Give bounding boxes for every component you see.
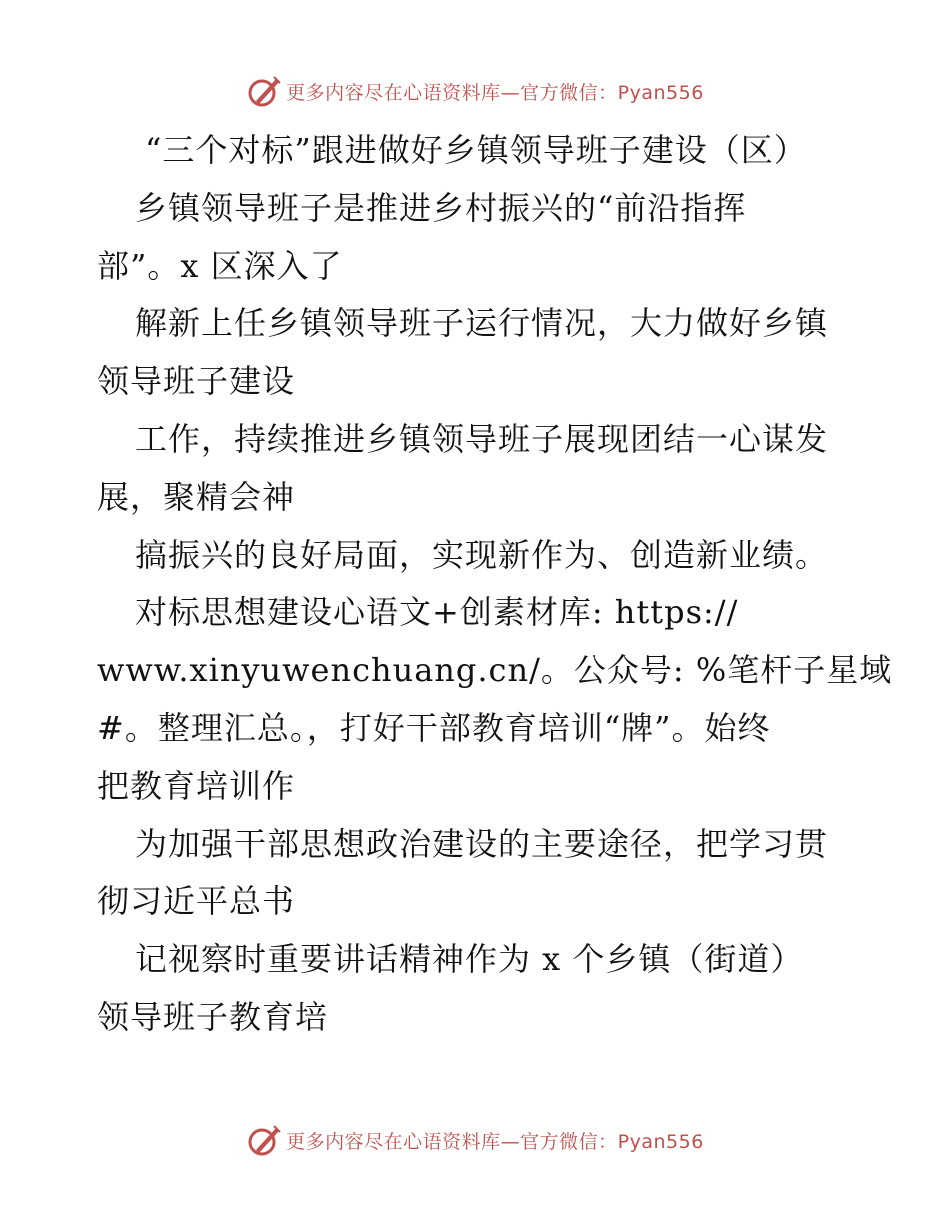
footer-watermark — [0, 1120, 950, 1160]
document-title: “三个对标”跟进做好乡镇领导班子建设（区） — [145, 131, 807, 169]
paragraph-line: 工作，持续推进乡镇领导班子展现团结一心谋发 — [135, 419, 829, 458]
footer-watermark-text: 更多内容尽在心语资料库—官方微信：Pyan556 — [286, 1130, 704, 1153]
paragraph-line: 对标思想建设心语文+创素材库: https:// — [135, 593, 739, 632]
paragraph-line: 为加强干部思想政治建设的主要途径，把学习贯 — [135, 824, 829, 863]
paragraph-line: www.xinyuwenchuang.cn/。公众号: %笔杆子星域 — [97, 651, 893, 690]
header-watermark — [0, 71, 950, 111]
pen-logo-icon — [246, 73, 282, 109]
paragraph-line: 部”。x 区深入了 — [97, 246, 343, 285]
pen-logo-icon — [246, 1122, 282, 1158]
paragraph-line: 彻习近平总书 — [97, 882, 296, 921]
header-watermark-text: 更多内容尽在心语资料库—官方微信：Pyan556 — [286, 81, 704, 104]
paragraph-line: 搞振兴的良好局面，实现新作为、创造新业绩。 — [135, 535, 829, 574]
document-body — [97, 122, 893, 1047]
paragraph-line: #。整理汇总。，打好干部教育培训“牌”。始终 — [97, 708, 771, 747]
paragraph-line: 领导班子建设 — [97, 362, 296, 401]
paragraph-line: 乡镇领导班子是推进乡村振兴的“前沿指挥 — [135, 188, 747, 227]
paragraph-line: 解新上任乡镇领导班子运行情况，大力做好乡镇 — [135, 304, 829, 343]
paragraph-line: 展，聚精会神 — [97, 477, 296, 516]
paragraph-line: 把教育培训作 — [97, 766, 296, 805]
paragraph-line: 记视察时重要讲话精神作为 x 个乡镇（街道） — [135, 940, 804, 979]
paragraph-line: 领导班子教育培 — [97, 997, 329, 1036]
